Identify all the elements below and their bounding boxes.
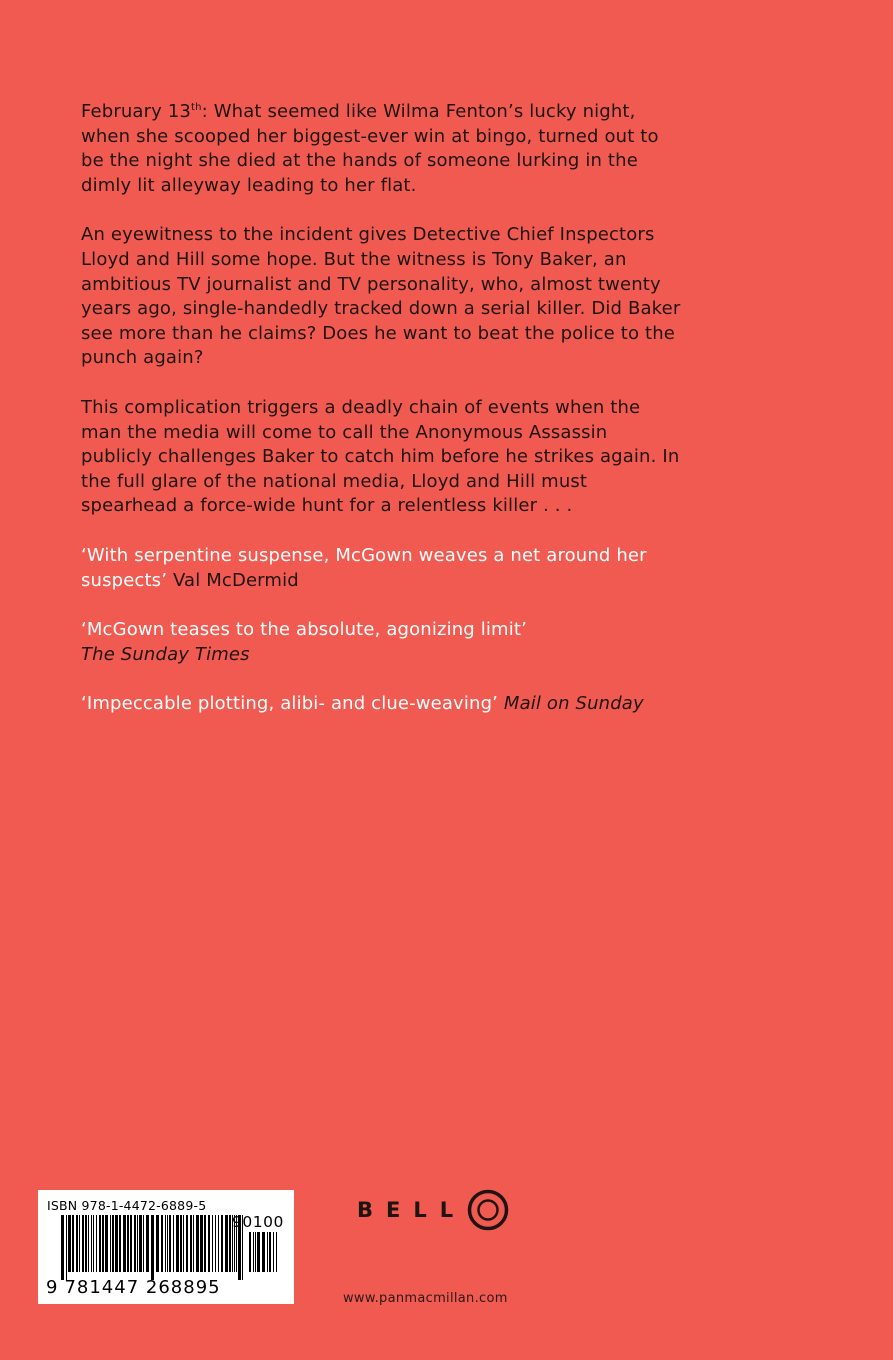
review-quote-2-source: The Sunday Times <box>81 643 250 665</box>
review-quote-1-source: Val McDermid <box>172 569 299 591</box>
publisher-logo-text: BELL <box>357 1198 467 1222</box>
ean-right-digits: 268895 <box>145 1277 221 1298</box>
blurb-paragraph-1-text: : What seemed like Wilma Fenton’s lucky night, when she scooped her biggest-ever win at bingo, turned out to be the night she died at the hands of someone lurking in the dimly lit alleyway leading to her flat. <box>81 101 659 196</box>
blurb-paragraph-3: This complication triggers a deadly chain of events when the man the media will come to call the Anonymous Assassin publicly challenges Baker to catch him before he strikes again. In the full glare of the national media, Lloyd and Hill must spearhead a force-wide hunt for a relentless killer . . . <box>81 396 680 517</box>
blurb-date: February 13 <box>81 101 192 122</box>
isbn-barcode <box>38 1190 294 1304</box>
blurb-date-suffix: th <box>191 102 202 113</box>
ean-lead-digit: 9 <box>46 1277 59 1298</box>
blurb-paragraph-1 <box>81 100 681 198</box>
blurb-paragraph-2: An eyewitness to the incident gives Detective Chief Inspectors Lloyd and Hill some hope. But the witness is Tony Baker, an ambitious TV journalist and TV personality, who, almost twenty years ago, single-handedly tracked down a serial killer. Did Baker see more than he claims? Does he want to beat the police to the punch again? <box>81 224 681 369</box>
review-quote-1 <box>81 544 681 593</box>
review-quote-3-source: Mail on Sunday <box>503 693 644 715</box>
bell-circle-icon <box>466 1188 510 1232</box>
review-quote-2 <box>81 618 681 667</box>
ean-left-digits: 781447 <box>64 1277 140 1298</box>
back-cover-blurb <box>81 100 681 742</box>
isbn-label: ISBN 978-1-4472-6889-5 <box>47 1198 207 1213</box>
price-code: 90100 <box>232 1213 284 1231</box>
publisher-logo <box>357 1187 510 1233</box>
review-quote-2-text: ‘McGown teases to the absolute, agonizing limit’ <box>81 619 527 641</box>
review-quote-3 <box>81 692 681 717</box>
review-quote-1-text: ‘With serpentine suspense, McGown weaves a net around her suspects’ <box>81 544 647 591</box>
ean-digits <box>46 1277 221 1298</box>
review-quote-3-text: ‘Impeccable plotting, alibi- and clue-weaving’ <box>81 693 499 715</box>
publisher-website: www.panmacmillan.com <box>343 1291 508 1306</box>
